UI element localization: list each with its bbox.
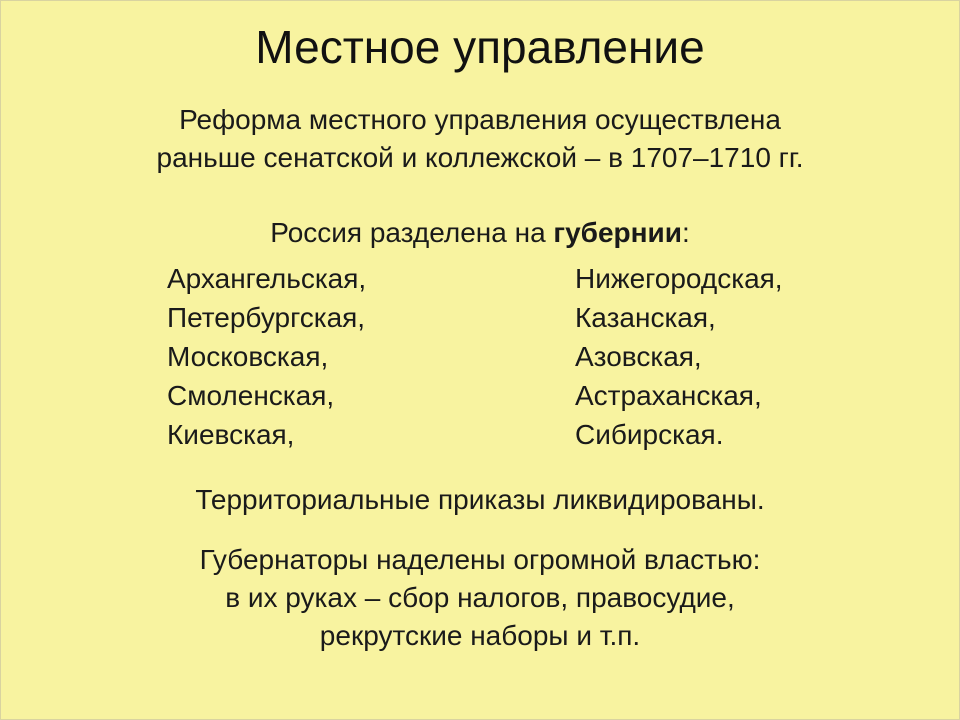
province-item: Сибирская. xyxy=(575,419,724,450)
provinces-heading-suffix: : xyxy=(681,217,690,248)
territorial-paragraph: Территориальные приказы ликвидированы. xyxy=(195,484,765,515)
province-item: Киевская, xyxy=(167,419,295,450)
provinces-heading-prefix: Россия разделена на xyxy=(270,217,554,248)
intro-line: раньше сенатской и коллежской – в 1707–1710 гг. xyxy=(156,142,804,173)
province-item: Смоленская, xyxy=(167,380,335,411)
intro-paragraph xyxy=(1,101,959,177)
governors-paragraph xyxy=(1,541,959,655)
province-item: Нижегородская, xyxy=(575,263,783,294)
provinces-list-left xyxy=(167,259,366,454)
province-item: Московская, xyxy=(167,341,329,372)
province-item: Архангельская, xyxy=(167,263,367,294)
province-item: Петербургская, xyxy=(167,302,366,333)
governors-line: рекрутские наборы и т.п. xyxy=(319,620,641,651)
governors-line: Губернаторы наделены огромной властью: xyxy=(199,544,761,575)
province-item: Азовская, xyxy=(575,341,702,372)
governors-line: в их руках – сбор налогов, правосудие, xyxy=(225,582,735,613)
provinces-list-right xyxy=(575,259,783,454)
provinces-heading xyxy=(1,214,959,252)
provinces-heading-term: губернии xyxy=(553,217,682,248)
slide-title: Местное управление xyxy=(255,21,705,73)
province-item: Казанская, xyxy=(575,302,716,333)
province-item: Астраханская, xyxy=(575,380,762,411)
intro-line: Реформа местного управления осуществлена xyxy=(179,104,781,135)
